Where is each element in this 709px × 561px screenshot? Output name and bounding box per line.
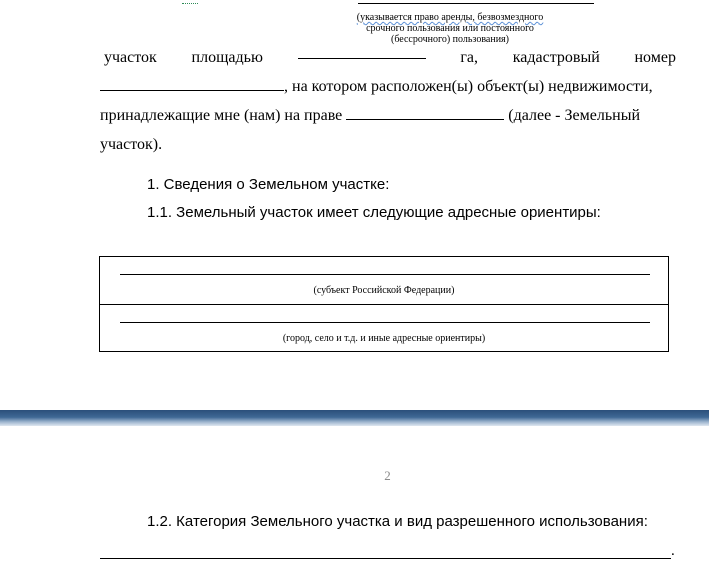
region-caption: (субъект Российской Федерации): [313, 285, 455, 296]
rights-hint-line-2: срочного пользования или постоянного: [366, 23, 534, 34]
blank-field-right-type[interactable]: [346, 104, 504, 120]
locality-caption: (город, село и т.д. и иные адресные ориентиры): [282, 333, 486, 344]
page-number: 2: [384, 468, 391, 483]
section-1-1-heading: 1.1. Земельный участок имеет следующие адресные ориентиры:: [147, 204, 601, 221]
blank-field-region[interactable]: [120, 274, 650, 275]
paragraph-row-3: принадлежащие мне (нам) на праве (далее - Земельный: [100, 101, 676, 130]
blank-field-rights[interactable]: [358, 3, 594, 4]
section-1-2-heading: 1.2. Категория Земельного участка и вид разрешенного использования:: [147, 513, 648, 530]
paragraph-row-4: участок).: [100, 136, 163, 153]
blank-field-area[interactable]: [298, 43, 426, 59]
spellcheck-mark: [182, 0, 198, 4]
blank-field-category[interactable]: [100, 558, 671, 559]
paragraph-row-1: участок площадью га, кадастровый номер: [100, 43, 676, 72]
address-row-region: [100, 257, 668, 305]
document-page-2: [0, 426, 709, 561]
rights-hint-line-3: (бессрочного) пользования): [391, 34, 509, 45]
cut-off-top-line: [100, 0, 680, 5]
rights-hint-line-1: (указывается право аренды, безвозмездного: [356, 12, 544, 23]
address-row-locality: [100, 305, 668, 352]
trailing-dot: .: [671, 543, 675, 559]
paragraph-row-2: , на котором расположен(ы) объект(ы) недвижимости,: [100, 72, 676, 101]
address-table: [99, 256, 669, 352]
page-separator: [0, 410, 709, 426]
land-plot-paragraph: [100, 43, 676, 159]
blank-field-locality[interactable]: [120, 322, 650, 323]
section-1-heading: 1. Сведения о Земельном участке:: [147, 176, 390, 193]
blank-field-cadastral-number[interactable]: [100, 75, 284, 91]
